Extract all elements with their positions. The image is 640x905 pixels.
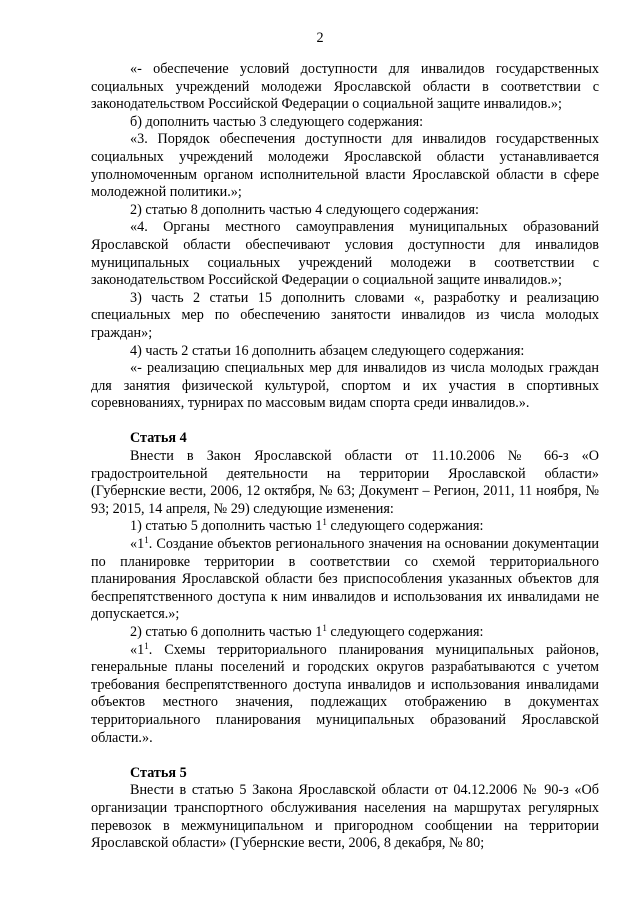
page-number: 2: [316, 30, 324, 46]
superscript: 1: [322, 517, 327, 528]
paragraph: 3) часть 2 статьи 15 дополнить словами «, разработку и реализацию специальных мер по обеспечению занятости инвалидов из числа молодых граждан»;: [91, 289, 599, 341]
superscript: 1: [144, 640, 149, 651]
quote-text: «1: [130, 536, 145, 553]
item-text: следующего содержания:: [326, 518, 484, 535]
article-4-intro: Внести в Закон Ярославской области от 11.10.2006 № 66-з «О градостроительной деятельности на территории Ярославской области» (Губернские вести, 2006, 12 октября, № 63; Документ – Регион, 2011, 11 ноября, № 93; 2015, 14 апреля, № 29) следующие изменения:: [91, 448, 599, 517]
paragraph: «- реализацию специальных мер для инвалидов из числа молодых граждан для занятия физической культурой, спортом и их участия в спортивных соревнованиях, турнирах по массовым видам спорта среди инвалидов.».: [91, 360, 599, 412]
article-4-heading: Статья 4: [130, 430, 187, 447]
paragraph: «3. Порядок обеспечения доступности для инвалидов государственных социальных учреждений молодежи Ярославской области устанавливается уполномоченным органом исполнительной власти Ярославской области в сфере молодежной политики.»;: [91, 131, 599, 201]
paragraph: 2) статью 8 дополнить частью 4 следующего содержания:: [130, 201, 479, 218]
article-4-quote-1: [91, 536, 599, 624]
article-5-heading: Статья 5: [130, 764, 187, 781]
item-text: 1) статью 5 дополнить частью 1: [130, 518, 323, 535]
quote-text: . Схемы территориального планирования муниципальных районов, генеральные планы поселений и городских округов разрабатываются с учетом требования беспрепятственного доступа инвалидов и использования инвалидами объектов местного значения, подлежащих отображению в документах территориального планирования муниципальных образований Ярославской области.».: [91, 641, 599, 746]
paragraph: 4) часть 2 статьи 16 дополнить абзацем следующего содержания:: [130, 342, 525, 359]
article-4-item-2: [91, 624, 599, 642]
superscript: 1: [144, 535, 149, 546]
item-text: следующего содержания:: [326, 624, 484, 640]
superscript: 1: [322, 623, 327, 633]
spacer: [91, 747, 599, 765]
item-text: 2) статью 6 дополнить частью 1: [130, 624, 323, 640]
document-body: [91, 61, 599, 853]
quote-text: «1: [130, 641, 145, 658]
spacer: [91, 413, 599, 431]
quote-text: . Создание объектов регионального значения на основании документации по планировке территории в соответствии со схемой территориального планирования Ярославской области без приспособления указанных объектов для беспрепятственного доступа к ним инвалидов и использования их инвалидами не допускается.»;: [91, 536, 599, 623]
paragraph: «4. Органы местного самоуправления муниципальных образований Ярославской области обеспечивают условия доступности для инвалидов муниципальных социальных учреждений молодежи в соответствии с законодательством Российской Федерации о социальной защите инвалидов.»;: [91, 219, 599, 289]
article-4-item-1: [91, 518, 599, 536]
article-4-quote-2: [91, 642, 599, 748]
article-5-intro: Внести в статью 5 Закона Ярославской области от 04.12.2006 № 90-з «Об организации транспортного обслуживания населения на маршрутах регулярных перевозок в межмуниципальном и пригородном сообщении на территории Ярославской области» (Губернские вести, 2006, 8 декабря, № 80;: [91, 782, 599, 852]
paragraph: «- обеспечение условий доступности для инвалидов государственных социальных учреждений молодежи Ярославской области в соответствии с законодательством Российской Федерации о социальной защите инвалидов.»;: [91, 61, 599, 113]
paragraph: б) дополнить частью 3 следующего содержания:: [130, 113, 424, 130]
